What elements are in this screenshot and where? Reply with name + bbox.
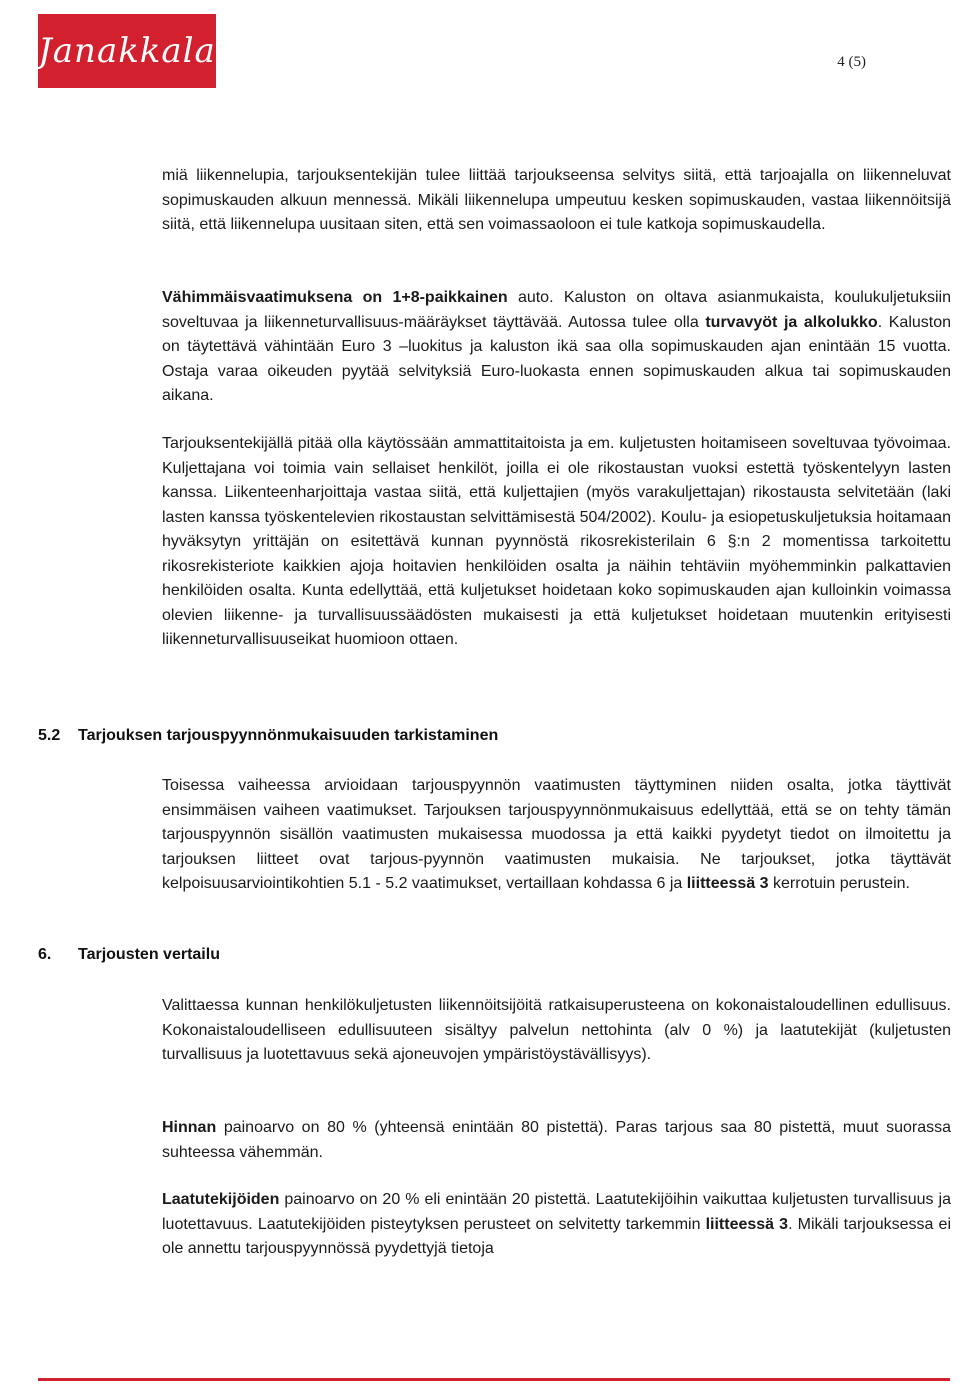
paragraph-vehicle-requirements <box>162 286 951 409</box>
janakkala-logo <box>38 14 216 88</box>
heading-5-2-text: Tarjouksen tarjouspyynnönmukaisuuden tarkistaminen <box>78 727 499 744</box>
text-quality-2: . Mikäli tarjouksessa ei ole annettu tarjouspyynnössä pyydettyjä tietoja <box>162 1215 952 1257</box>
heading-6 <box>38 946 220 964</box>
paragraph-second-phase <box>162 774 951 897</box>
heading-5-2-number: 5.2 <box>38 727 61 744</box>
text-second-phase-2: kerrotuin perustein. <box>768 875 910 892</box>
paragraph-licences: miä liikennelupia, tarjouksentekijän tulee liittää tarjoukseensa selvitys siitä, että tarjoajalla on liikenneluvat sopimuskauden alkuun mennessä. Mikäli liikennelupa umpeutuu kesken sopimuskauden, vastaa liikennöitsijä siitä, että liikennelupa uusitaan siten, että sen voimassaoloon ei tule katkoja sopimuskaudella. <box>162 167 951 233</box>
text-price: painoarvo on 80 % (yhteensä enintään 80 pistettä). Paras tarjous saa 80 pistettä, muut suorassa suhteessa vähemmän. <box>162 1119 951 1161</box>
paragraph-personnel: Tarjouksentekijällä pitää olla käytössään ammattitaitoista ja em. kuljetusten hoitamiseen soveltuvaa työvoimaa. Kuljettajana voi toimia vain sellaiset henkilöt, joilla ei ole rikostaustan vuoksi estettä työskentelyyn lasten kanssa. Liikenteenharjoittaja vastaa siitä, että kuljettajien (myös varakuljettajan) rikostausta selvitetään (laki lasten kanssa työskentelevien rikostaustan selvittämisestä 504/2002). Koulu- ja esiopetuskuljetuksia hoitamaan hyväksytyn yrittäjän on esitettävä kunnan pyynnöstä rikosrekisterilain 6 §:n 2 momentissa tarkoitettu rikosrekisteriote kaikkien ajoja hoitavien henkilöiden osalta ja näihin tehtäviin myöhemminkin palkattavien henkilöiden osalta. Kunta edellyttää, että kuljetukset hoidetaan koko sopimuskauden ajan kulloinkin voimassa olevien liikenne- ja turvallisuussäädösten mukaisesti ja että kuljetukset hoidetaan muutenkin erityisesti liikenneturvallisuuseikat huomioon ottaen. <box>162 435 951 648</box>
bold-appendix-3-b: liitteessä 3 <box>705 1215 789 1233</box>
bold-price: Hinnan <box>162 1119 217 1136</box>
paragraph-price-weight <box>162 1116 951 1165</box>
logo-text: Janakkala <box>38 31 216 71</box>
bold-quality: Laatutekijöiden <box>162 1191 280 1208</box>
text-second-phase-1: Toisessa vaiheessa arvioidaan tarjouspyynnön vaatimusten täyttyminen niiden osalta, jotka täyttivät ensimmäisen vaiheen vaatimukset. Tarjouksen tarjouspyynnönmukaisuus edellyttää, että se on tehty tämän tarjouspyynnön sisällön vaatimusten mukaisessa muodossa ja että kaikki pyydetyt tiedot on ilmoitettu ja tarjouksen liitteet ovat tarjous-pyynnön vaatimusten mukaisia. Ne tarjoukset, jotka täyttävät kelpoisuusarviointikohtien 5.1 - 5.2 vaatimukset, vertaillaan kohdassa 6 ja <box>162 777 951 892</box>
paragraph-selection-criteria: Valittaessa kunnan henkilökuljetusten liikennöitsijöitä ratkaisuperusteena on kokonaistaloudellinen edullisuus. Kokonaistaloudelliseen edullisuuteen sisältyy palvelun nettohinta (alv 0 %) ja laatutekijät (kuljetusten turvallisuus ja luotettavuus sekä ajoneuvojen ympäristöystävällisyys). <box>162 997 951 1063</box>
text-quality-1: painoarvo on 20 % eli enintään 20 pistettä. Laatutekijöihin vaikuttaa kuljetusten turvallisuus ja luotettavuus. Laatutekijöiden pisteytyksen perusteet on selvitetty tarkemmin <box>162 1191 951 1233</box>
bold-min-requirement: Vähimmäisvaatimuksena on 1+8-paikkainen <box>162 289 508 306</box>
bold-seatbelts: turvavyöt ja alkolukko <box>705 313 878 331</box>
page-number: 4 (5) <box>837 54 866 70</box>
heading-5-2 <box>38 727 498 745</box>
footer-divider <box>38 1378 950 1381</box>
paragraph-quality-weight <box>162 1188 951 1262</box>
heading-6-text: Tarjousten vertailu <box>78 946 220 963</box>
heading-6-number: 6. <box>38 946 52 963</box>
text-vehicle-2: . Kaluston on täytettävä vähintään Euro 3 –luokitus ja kaluston ikä saa olla sopimuskauden ajan enintään 15 vuotta. Ostaja varaa oikeuden pyytää selvityksiä Euro-luokasta ennen sopimuskauden alkua tai sopimuskauden aikana. <box>162 313 952 404</box>
text-vehicle-1: auto. Kaluston on oltava asianmukaista, koulukuljetuksiin soveltuvaa ja liikenneturvallisuus-määräykset täyttävää. Autossa tulee olla <box>162 289 951 331</box>
bold-appendix-3: liitteessä 3 <box>686 875 769 892</box>
